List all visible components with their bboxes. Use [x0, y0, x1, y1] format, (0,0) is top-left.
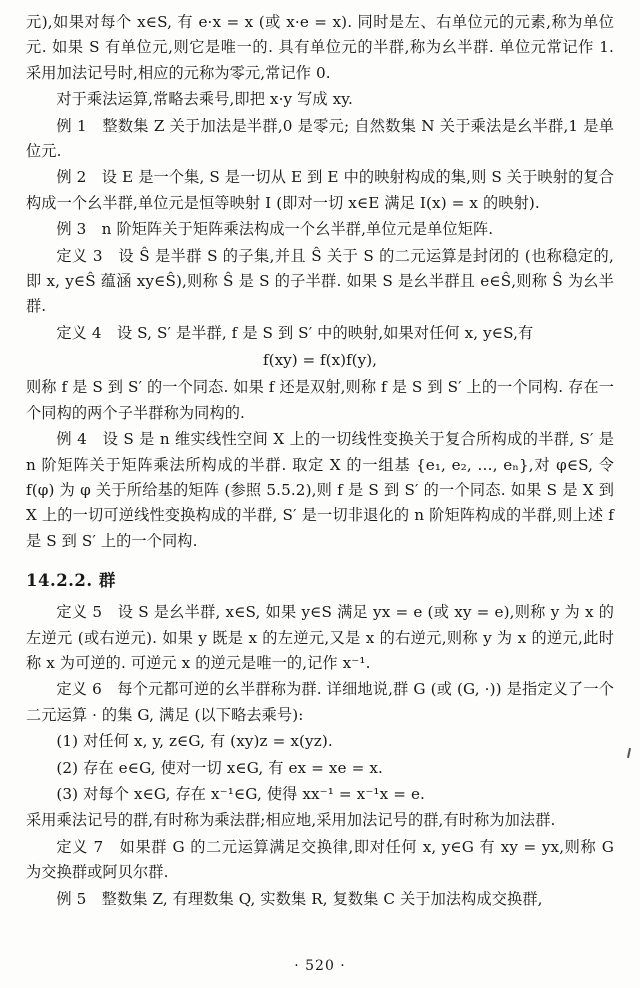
section-heading-groups: 14.2.2. 群	[26, 571, 116, 591]
paragraph-multiplicative-additive-groups: 采用乘法记号的群,有时称为乘法群;相应地,采用加法记号的群,有时称为加法群.	[26, 811, 556, 830]
formula-homomorphism: f(xy) = f(x)f(y),	[263, 351, 377, 370]
paragraph-unit-element: 元),如果对每个 x∈S, 有 e·x = x (或 x·e = x). 同时是左、右单位元的元素,称为单位元. 如果 S 有单位元,则它是唯一的. 具有单位元的半群,称为幺半群. 单位元常记作 1. 采用加法记号时,相应的元称为零元,常记作 0.	[26, 13, 614, 82]
example-4: 例 4 设 S 是 n 维实线性空间 X 上的一切线性变换关于复合所构成的半群, S′ 是 n 阶矩阵关于矩阵乘法所构成的半群. 取定 X 的一组基 {e₁, e₂, …, eₙ},对 φ∈S, 令 f(φ) 为 φ 关于所给基的矩阵 (参照 5.5.2),则 f 是 S 到 S′ 的一个同态. 如果 S 是 X 到 X 上的一切可逆线性变换构成的半群, S′ 是一切非退化的 n 阶矩阵构成的半群,则上述 f 是 S 到 S′ 上的一个同构.	[26, 430, 614, 550]
definition-4: 定义 4 设 S, S′ 是半群, f 是 S 到 S′ 中的映射,如果对任何 x, y∈S,有	[56, 323, 534, 342]
scan-artifact-mark	[627, 748, 631, 758]
page-number: · 520 ·	[294, 958, 346, 974]
definition-6: 定义 6 每个元都可逆的幺半群称为群. 详细地说,群 G (或 (G, ·)) 是指定义了一个二元运算 · 的集 G, 满足 (以下略去乘号):	[26, 680, 614, 724]
definition-5: 定义 5 设 S 是幺半群, x∈S, 如果 y∈S 满足 yx = e (或 xy = e),则称 y 为 x 的左逆元 (或右逆元). 如果 y 既是 x 的左逆元,又是 x 的右逆元,则称 y 为 x 的逆元,此时称 x 为可逆的. 可逆元 x 的逆元是唯一的,记作 x⁻¹.	[26, 603, 614, 672]
paragraph-homomorphism-explanation: 则称 f 是 S 到 S′ 的一个同态. 如果 f 还是双射,则称 f 是 S 到 S′ 上的一个同构. 存在一个同构的两个子半群称为同构的.	[26, 378, 614, 422]
definition-6-item-1: (1) 对任何 x, y, z∈G, 有 (xy)z = x(yz).	[56, 732, 333, 751]
definition-7: 定义 7 如果群 G 的二元运算满足交换律,即对任何 x, y∈G 有 xy = yx,则称 G 为交换群或阿贝尔群.	[26, 837, 614, 882]
definition-6-item-3: (3) 对每个 x∈G, 存在 x⁻¹∈G, 使得 xx⁻¹ = x⁻¹x = e.	[56, 784, 425, 803]
example-5: 例 5 整数集 Z, 有理数集 Q, 实数集 R, 复数集 C 关于加法构成交换群,	[56, 889, 543, 908]
definition-3: 定义 3 设 Ŝ 是半群 S 的子集,并且 Ŝ 关于 S 的二元运算是封闭的 (也称稳定的,即 x, y∈Ŝ 蕴涵 xy∈Ŝ),则称 Ŝ 是 S 的子半群. 如果 S 是幺半群且 e∈Ŝ,则称 Ŝ 为幺半群.	[26, 246, 614, 316]
example-3: 例 3 n 阶矩阵关于矩阵乘法构成一个幺半群,单位元是单位矩阵.	[56, 220, 494, 239]
page-footer	[0, 958, 640, 974]
example-1: 例 1 整数集 Z 关于加法是半群,0 是零元; 自然数集 N 关于乘法是幺半群,1 是单位元.	[26, 116, 614, 161]
definition-6-item-2: (2) 存在 e∈G, 使对一切 x∈G, 有 ex = xe = x.	[56, 758, 383, 777]
example-2: 例 2 设 E 是一个集, S 是一切从 E 到 E 中的映射构成的集,则 S 关于映射的复合构成一个幺半群,单位元是恒等映射 I (即对一切 x∈E 满足 I(x) = x 的映射).	[26, 168, 614, 212]
paragraph-multiplication-notation: 对于乘法运算,常略去乘号,即把 x·y 写成 xy.	[56, 90, 353, 109]
